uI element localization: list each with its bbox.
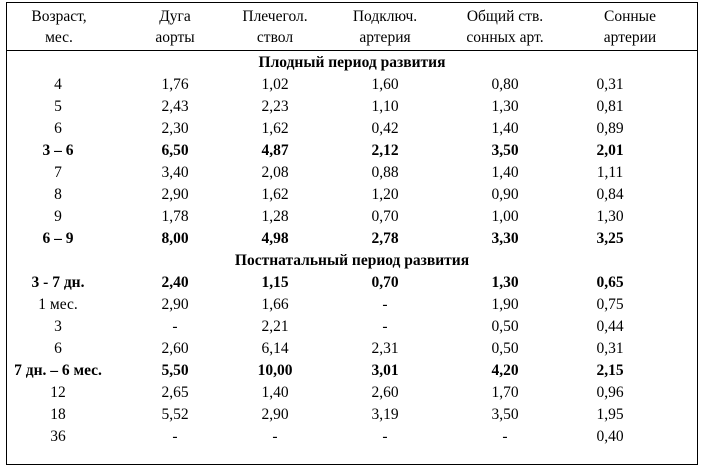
cell-age: 12 — [50, 384, 66, 401]
cell-value: 2,90 — [261, 406, 289, 423]
cell-value: 1,30 — [596, 208, 624, 225]
cell-value: 1,40 — [261, 384, 289, 401]
cell-value: 2,21 — [261, 318, 289, 335]
cell-value: 1,66 — [261, 296, 289, 313]
table-row — [0, 118, 704, 140]
cell-value: 0,81 — [596, 98, 624, 115]
cell-value: 0,40 — [596, 428, 624, 445]
header-divider — [6, 50, 698, 51]
table-row — [0, 74, 704, 96]
header-carotid-line1: Сонные — [604, 8, 656, 25]
cell-age: 7 дн. – 6 мес. — [14, 362, 102, 379]
cell-value: 5,52 — [161, 406, 189, 423]
cell-value: 4,20 — [491, 362, 519, 379]
cell-value: 1,30 — [491, 98, 519, 115]
cell-value: 2,90 — [161, 296, 189, 313]
table-row — [0, 162, 704, 184]
table-row — [0, 96, 704, 118]
cell-value: 1,28 — [261, 208, 289, 225]
cell-value: 0,84 — [596, 186, 624, 203]
cell-value: 2,43 — [161, 98, 189, 115]
cell-value: - — [382, 318, 388, 335]
cell-value: 1,60 — [371, 76, 399, 93]
header-carotid-arteries — [585, 6, 675, 48]
cell-value: 0,42 — [371, 120, 399, 137]
header-common-carotid — [455, 6, 555, 48]
cell-value: 0,80 — [491, 76, 519, 93]
cell-value: 2,78 — [371, 230, 399, 247]
header-aortic-arch — [140, 6, 210, 48]
cell-value: 3,25 — [596, 230, 624, 247]
table-row — [0, 272, 704, 294]
header-brachiocephalic-line2: ствол — [256, 29, 294, 46]
cell-value: 2,30 — [161, 120, 189, 137]
cell-value: 1,90 — [491, 296, 519, 313]
cell-value: 3,19 — [371, 406, 399, 423]
table-row — [0, 206, 704, 228]
cell-age: 3 – 6 — [42, 142, 74, 159]
table-row — [0, 140, 704, 162]
table-row — [0, 316, 704, 338]
cell-value: 1,95 — [596, 406, 624, 423]
cell-value: 0,65 — [596, 274, 624, 291]
cell-age: 5 — [54, 98, 62, 115]
cell-value: 5,50 — [161, 362, 189, 379]
header-common-carotid-line1: Общий ств. — [466, 8, 544, 25]
cell-value: 2,01 — [596, 142, 624, 159]
header-subclavian-line1: Подключ. — [352, 8, 418, 25]
section-fetal-title: Плодный период развития — [258, 54, 446, 71]
table-row — [0, 338, 704, 360]
cell-value: 1,15 — [261, 274, 289, 291]
cell-value: 1,20 — [371, 186, 399, 203]
cell-value: 0,90 — [491, 186, 519, 203]
cell-value: 3,50 — [491, 142, 519, 159]
cell-value: 2,15 — [596, 362, 624, 379]
cell-value: 2,08 — [261, 164, 289, 181]
cell-age: 6 — [54, 120, 62, 137]
cell-value: 0,70 — [371, 208, 399, 225]
header-age — [14, 6, 104, 48]
header-age-line2: мес. — [45, 29, 73, 46]
cell-value: 0,50 — [491, 318, 519, 335]
cell-value: 2,60 — [371, 384, 399, 401]
cell-value: 3,50 — [491, 406, 519, 423]
cell-value: 8,00 — [161, 230, 189, 247]
cell-value: 3,30 — [491, 230, 519, 247]
table-row — [0, 360, 704, 382]
cell-value: 4,98 — [261, 230, 289, 247]
table-row — [0, 382, 704, 404]
cell-value: 2,65 — [161, 384, 189, 401]
header-age-line1: Возраст, — [31, 8, 87, 25]
table-row — [0, 294, 704, 316]
cell-age: 18 — [50, 406, 66, 423]
cell-value: 2,12 — [371, 142, 399, 159]
cell-value: 6,14 — [261, 340, 289, 357]
cell-value: 1,02 — [261, 76, 289, 93]
cell-value: 1,40 — [491, 120, 519, 137]
cell-value: 2,90 — [161, 186, 189, 203]
cell-value: - — [272, 428, 278, 445]
header-brachiocephalic-line1: Плечегол. — [242, 8, 308, 25]
cell-age: 4 — [54, 76, 62, 93]
cell-age: 6 — [54, 340, 62, 357]
cell-value: 3,01 — [371, 362, 399, 379]
section-postnatal-title: Постнатальный период развития — [234, 252, 470, 269]
cell-value: 1,00 — [491, 208, 519, 225]
cell-value: 0,31 — [596, 340, 624, 357]
cell-value: - — [172, 428, 178, 445]
cell-value: - — [382, 296, 388, 313]
cell-value: 1,62 — [261, 186, 289, 203]
cell-value: 0,75 — [596, 296, 624, 313]
cell-value: 1,10 — [371, 98, 399, 115]
table-row — [0, 184, 704, 206]
cell-value: 6,50 — [161, 142, 189, 159]
cell-value: 1,11 — [596, 164, 624, 181]
cell-value: 1,70 — [491, 384, 519, 401]
header-brachiocephalic-trunk — [235, 6, 315, 48]
cell-age: 3 - 7 дн. — [31, 274, 85, 291]
cell-value: 0,89 — [596, 120, 624, 137]
cell-value: 0,31 — [596, 76, 624, 93]
cell-value: 4,87 — [261, 142, 289, 159]
cell-age: 1 мес. — [38, 296, 78, 313]
cell-value: 1,76 — [161, 76, 189, 93]
cell-age: 7 — [54, 164, 62, 181]
cell-value: 1,40 — [491, 164, 519, 181]
cell-value: 10,00 — [257, 362, 293, 379]
cell-value: 3,40 — [161, 164, 189, 181]
header-common-carotid-line2: сонных арт. — [466, 29, 544, 46]
cell-value: - — [172, 318, 178, 335]
cell-age: 6 – 9 — [42, 230, 74, 247]
cell-value: 2,23 — [261, 98, 289, 115]
header-subclavian-line2: артерия — [359, 29, 411, 46]
header-aortic-arch-line1: Дуга — [159, 8, 191, 25]
table-row — [0, 404, 704, 426]
cell-value: 2,40 — [161, 274, 189, 291]
cell-value: 0,96 — [596, 384, 624, 401]
cell-value: 1,78 — [161, 208, 189, 225]
header-subclavian-artery — [345, 6, 425, 48]
cell-age: 8 — [54, 186, 62, 203]
cell-age: 9 — [54, 208, 62, 225]
cell-value: 2,60 — [161, 340, 189, 357]
cell-value: 0,44 — [596, 318, 624, 335]
cell-value: 0,88 — [371, 164, 399, 181]
cell-value: 2,31 — [371, 340, 399, 357]
cell-value: 0,70 — [371, 274, 399, 291]
header-carotid-line2: артерии — [603, 29, 657, 46]
table-row — [0, 228, 704, 250]
cell-value: 0,50 — [491, 340, 519, 357]
cell-age: 3 — [54, 318, 62, 335]
cell-value: 1,30 — [491, 274, 519, 291]
table-row — [0, 426, 704, 448]
cell-value: 1,62 — [261, 120, 289, 137]
cell-age: 36 — [50, 428, 66, 445]
cell-value: - — [382, 428, 388, 445]
header-aortic-arch-line2: аорты — [155, 29, 195, 46]
cell-value: - — [502, 428, 508, 445]
